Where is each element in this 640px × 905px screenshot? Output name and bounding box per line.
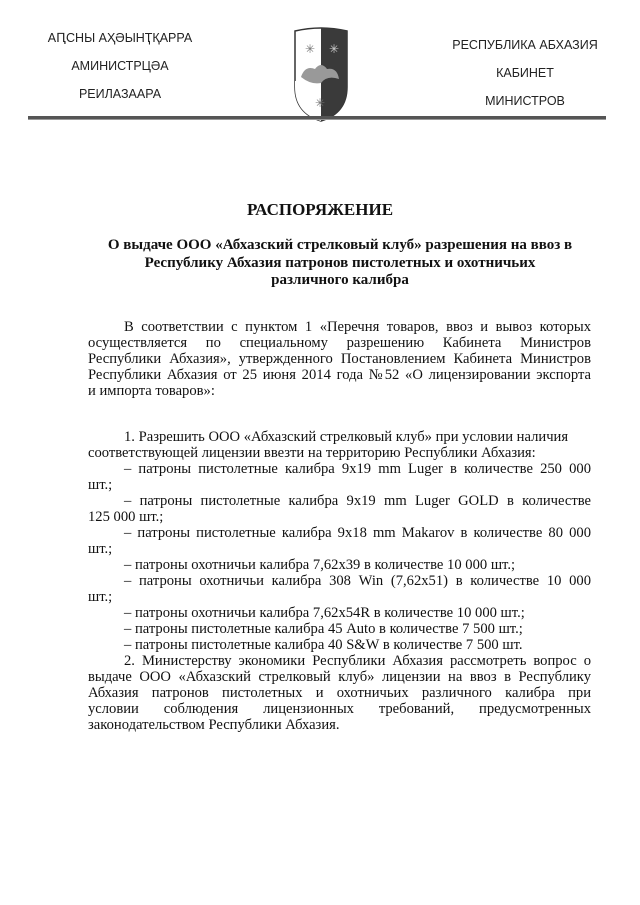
header-right-line: МИНИСТРОВ	[485, 94, 565, 108]
text-line: Республики Абхазия от 25 июня 2014 года №52 «О лицензировании экспорта	[88, 367, 591, 383]
text-line: Республики Абхазия», утвержденного Постановлением Кабинета Министров	[88, 351, 591, 367]
subject-line: Республику Абхазия патронов пистолетных и охотничьих	[144, 254, 536, 271]
paragraph	[88, 637, 591, 653]
paragraph	[88, 605, 591, 621]
paragraph	[88, 573, 591, 605]
text-line: 2. Министерству экономики Республики Абхазия рассмотреть вопрос о	[124, 653, 591, 669]
header-left-line: РЕИЛАЗААРА	[78, 87, 162, 101]
coat-of-arms-icon	[291, 25, 351, 123]
svg-text:✳: ✳	[305, 42, 316, 56]
text-line: – патроны охотничьи калибра 308 Win (7,62x51) в количестве 10 000	[124, 573, 591, 589]
document-title: РАСПОРЯЖЕНИЕ	[246, 200, 394, 219]
text-line: – патроны пистолетные калибра 9x19 mm Luger в количестве 250 000	[124, 461, 591, 477]
paragraph	[88, 493, 591, 525]
paragraph	[88, 653, 591, 733]
text-line: Абхазия патронов пистолетных и охотничьих различного калибра при	[88, 685, 591, 701]
paragraph	[88, 461, 591, 493]
text-line: законодательством Республики Абхазия.	[88, 717, 340, 733]
document-body	[88, 319, 591, 733]
header-right-line: РЕСПУБЛИКА АБХАЗИЯ	[452, 38, 598, 52]
text-line: – патроны пистолетные калибра 40 S&W в количестве 7 500 шт.	[124, 637, 523, 653]
header-right	[430, 38, 620, 122]
text-line: – патроны охотничьи калибра 7,62x39 в количестве 10 000 шт.;	[124, 557, 516, 573]
text-line: В соответствии с пунктом 1 «Перечня товаров, ввоз и вывоз которых	[124, 319, 591, 335]
header-right-line: КАБИНЕТ	[496, 66, 554, 80]
paragraph	[88, 621, 591, 637]
text-line: 125 000 шт.;	[88, 509, 164, 525]
svg-text:✳: ✳	[315, 96, 326, 110]
text-line: – патроны пистолетные калибра 9x18 mm Makarov в количестве 80 000	[124, 525, 591, 541]
header-left-line: АԤСНЫ АҲӘЫНҬҚАРРА	[47, 31, 193, 45]
text-line: шт.;	[88, 477, 113, 493]
text-line: шт.;	[88, 589, 113, 605]
paragraph-gap	[88, 399, 591, 429]
subject-line: О выдаче ООО «Абхазский стрелковый клуб» разрешения на ввоз в	[107, 237, 573, 253]
text-line: – патроны пистолетные калибра 45 Auto в количестве 7 500 шт.;	[124, 621, 523, 637]
paragraph	[88, 557, 591, 573]
document-subject	[90, 237, 590, 290]
paragraph	[88, 429, 591, 445]
text-line: 1. Разрешить ООО «Абхазский стрелковый клуб» при условии наличия	[124, 429, 569, 445]
text-line: соответствующей лицензии ввезти на территорию Республики Абхазия:	[88, 445, 536, 461]
svg-text:✳: ✳	[329, 42, 340, 56]
paragraph	[88, 319, 591, 399]
header-left	[40, 31, 200, 115]
text-line: и импорта товаров»:	[88, 383, 215, 399]
text-line: выдаче ООО «Абхазский стрелковый клуб» лицензии на ввоз в Республику	[88, 669, 591, 685]
text-line: – патроны охотничьи калибра 7,62x54R в количестве 10 000 шт.;	[124, 605, 525, 621]
header-divider	[28, 116, 606, 120]
paragraph	[88, 525, 591, 557]
paragraph	[88, 445, 591, 461]
header-left-line: АМИНИСТРЦӘА	[71, 59, 169, 73]
text-line: условии соблюдения лицензионных требований, предусмотренных	[88, 701, 591, 717]
text-line: – патроны пистолетные калибра 9x19 mm Luger GOLD в количестве	[124, 493, 591, 509]
text-line: шт.;	[88, 541, 113, 557]
text-line: осуществляется по специальному разрешению Кабинета Министров	[88, 335, 591, 351]
subject-line: различного калибра	[271, 272, 409, 288]
